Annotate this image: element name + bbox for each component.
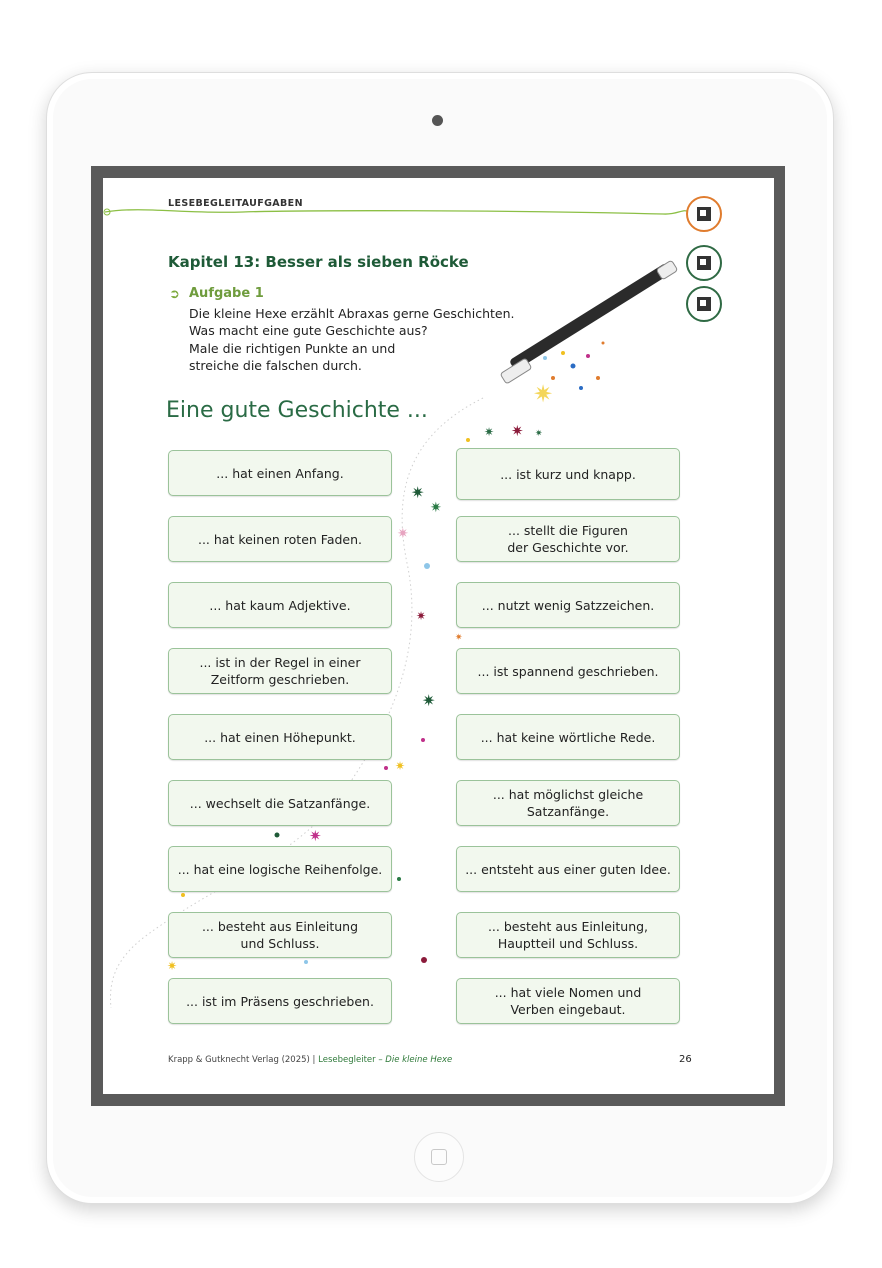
statement-box-left[interactable] (168, 846, 392, 892)
svg-text:✷: ✷ (430, 500, 442, 516)
media-button[interactable] (686, 245, 722, 281)
statement-box-right[interactable] (456, 780, 680, 826)
magic-wand-icon (500, 260, 678, 384)
svg-text:✷: ✷ (455, 633, 463, 643)
svg-text:✷: ✷ (411, 483, 425, 502)
home-button[interactable] (414, 1132, 464, 1182)
statement-text: ... nutzt wenig Satzzeichen. (481, 597, 655, 613)
statement-text: ... ist im Präsens geschrieben. (186, 993, 374, 1009)
statement-text: ... besteht aus Einleitung, Hauptteil und Schluss. (487, 919, 649, 951)
statement-text: ... hat möglichst gleiche Satzanfänge. (492, 787, 644, 819)
statement-box-right[interactable] (456, 582, 680, 628)
qr-code-button[interactable] (686, 286, 722, 322)
statement-text: ... hat einen Höhepunkt. (204, 729, 356, 745)
instruction-line-4: streiche die falschen durch. (189, 358, 362, 373)
statement-box-right[interactable] (456, 714, 680, 760)
footer-publisher: Krapp & Gutknecht Verlag (2025) | (168, 1055, 319, 1065)
page-number: 26 (679, 1054, 692, 1065)
statement-box-left[interactable] (168, 912, 392, 958)
header-divider-line (103, 204, 703, 220)
statement-text: ... hat kaum Adjektive. (209, 597, 351, 613)
statement-box-right[interactable] (456, 912, 680, 958)
footer-book-title: Die kleine Hexe (385, 1055, 453, 1065)
svg-text:✷: ✷ (535, 429, 543, 439)
worksheet-heading: Eine gute Geschichte ... (166, 398, 428, 423)
footer-credit (168, 1055, 452, 1065)
statement-box-right[interactable] (456, 978, 680, 1024)
svg-text:✷: ✷ (533, 380, 554, 408)
qr-code-icon (697, 207, 711, 221)
statement-box-right[interactable] (456, 448, 680, 500)
svg-text:✷: ✷ (511, 422, 524, 440)
statement-text: ... ist kurz und knapp. (500, 466, 636, 482)
statement-text: ... entsteht aus einer guten Idee. (465, 861, 671, 877)
svg-text:✷: ✷ (395, 759, 406, 773)
statement-box-left[interactable] (168, 516, 392, 562)
media-icon (697, 256, 711, 270)
svg-text:✷: ✷ (397, 526, 409, 542)
camera-dot (432, 115, 443, 126)
statement-text: ... hat einen Anfang. (216, 465, 344, 481)
svg-text:✷: ✷ (167, 959, 178, 973)
statement-text: ... stellt die Figuren der Geschichte vor. (507, 523, 629, 555)
statement-box-left[interactable] (168, 450, 392, 496)
svg-text:✷: ✷ (416, 609, 427, 623)
statement-box-right[interactable] (456, 648, 680, 694)
svg-text:✷: ✷ (484, 425, 495, 439)
statement-text: ... hat keinen roten Faden. (197, 531, 363, 547)
statement-text: ... ist spannend geschrieben. (477, 663, 659, 679)
section-label: LESEBEGLEITAUFGABEN (168, 198, 303, 209)
worksheet-page (103, 178, 774, 1094)
statement-box-right[interactable] (456, 846, 680, 892)
svg-text:✷: ✷ (309, 827, 322, 845)
statement-box-left[interactable] (168, 714, 392, 760)
instruction-line-1: Die kleine Hexe erzählt Abraxas gerne Geschichten. (189, 306, 515, 321)
arrow-right-icon: ➲ (169, 287, 180, 302)
statement-text: ... hat keine wörtliche Rede. (480, 729, 656, 745)
statement-text: ... ist in der Regel in einer Zeitform geschrieben. (199, 655, 361, 687)
statement-box-left[interactable] (168, 780, 392, 826)
statement-box-left[interactable] (168, 648, 392, 694)
statement-text: ... wechselt die Satzanfänge. (189, 795, 371, 811)
footer-series: Lesebegleiter – (318, 1055, 386, 1065)
qr-code-icon (697, 297, 711, 311)
task-title: Aufgabe 1 (189, 286, 264, 301)
statement-text: ... hat eine logische Reihenfolge. (177, 861, 383, 877)
chapter-title: Kapitel 13: Besser als sieben Röcke (168, 253, 469, 271)
svg-text:✷: ✷ (422, 691, 436, 710)
home-square-icon (431, 1149, 447, 1165)
statement-text: ... besteht aus Einleitung und Schluss. (201, 919, 359, 951)
instruction-line-3: Male die richtigen Punkte an und (189, 341, 396, 356)
statement-box-left[interactable] (168, 582, 392, 628)
statement-box-right[interactable] (456, 516, 680, 562)
instruction-line-2: Was macht eine gute Geschichte aus? (189, 323, 428, 338)
statement-box-left[interactable] (168, 978, 392, 1024)
qr-code-button-orange[interactable] (686, 196, 722, 232)
statement-text: ... hat viele Nomen und Verben eingebaut. (494, 985, 642, 1017)
